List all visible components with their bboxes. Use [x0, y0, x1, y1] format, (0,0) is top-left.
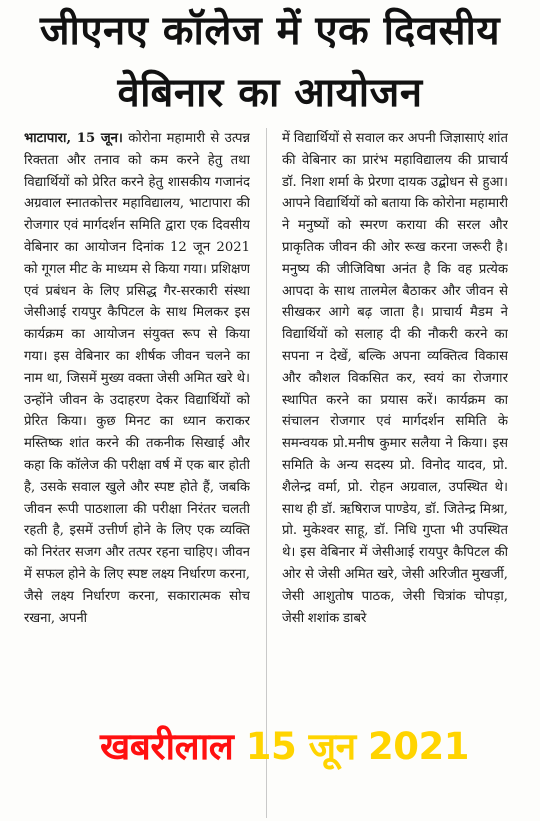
source-date-stamp — [100, 725, 469, 769]
left-column-body: कोरोना महामारी से उत्पन्न रिक्तता और तनाव को कम करने हेतु तथा विद्यार्थियों को प्रेरित करने हेतु शासकीय गजानंद अग्रवाल स्नातकोत्तर महाविद्यालय, भाटापारा की रोजगार एवं मार्गदर्शन समिति द्वारा एक दिवसीय वेबिनार का आयोजन दिनांक 12 जून 2021 को गूगल मीट के माध्यम से किया गया। प्रशिक्षण एवं प्रबंधन के लिए प्रसिद्ध गैर-सरकारी संस्था जेसीआई रायपुर कैपिटल के साथ मिलकर इस कार्यक्रम का आयोजन संयुक्त रूप से किया गया। इस वेबिनार का शीर्षक जीवन चलने का नाम था, जिसमें मुख्य वक्ता जेसी अमित खरे थे। उन्होंने जीवन के उदाहरण देकर विद्यार्थियों को प्रेरित किया। कुछ मिनट का ध्यान कराकर मस्तिष्क शांत करने की तकनीक सिखाई और कहा कि कॉलेज की परीक्षा वर्ष में एक बार होती है, उसके सवाल खुले और स्पष्ट होते हैं, जबकि जीवन रूपी पाठशाला की परीक्षा निरंतर चलती रहती है, इसमें उत्तीर्ण होने के लिए एक व्यक्ति को निरंतर सजग और तत्पर रहना चाहिए। जीवन में सफल होने के लिए स्पष्ट लक्ष्य निर्धारण करना, जैसे लक्ष्य निर्धारण करना, सकारात्मक सोच रखना, अपनी — [24, 131, 250, 626]
article-left-text — [24, 128, 250, 629]
stamp-source: खबरीलाल — [100, 725, 234, 768]
headline-line-1: जीएनए कॉलेज में एक दिवसीय — [39, 8, 501, 54]
dateline: भाटापारा, 15 जून। — [24, 131, 123, 146]
headline-line-2: वेबिनार का आयोजन — [117, 70, 423, 116]
stamp-date: 15 जून 2021 — [245, 725, 469, 768]
right-column-body: में विद्यार्थियों से सवाल कर अपनी जिज्ञासाएं शांत की वेबिनार का प्रारंभ महाविद्यालय की प्राचार्य डॉ. निशा शर्मा के प्रेरणा दायक उद्बोधन से हुआ। आपने विद्यार्थियों को बताया कि कोरोना महामारी ने मनुष्यों को स्मरण कराया की सरल और प्राकृतिक जीवन की ओर रूख करना जरूरी है। मनुष्य की जीजिविषा अनंत है कि वह प्रत्येक आपदा के साथ तालमेल बैठाकर और जीवन से सीखकर आगे बढ़ जाता है। प्राचार्य मैडम ने विद्यार्थियों को सलाह दी की नौकरी करने का सपना न देखें, बल्कि अपना व्यक्तित्व विकास और कौशल विकसित कर, स्वयं का रोजगार स्थापित करने का प्रयास करें। कार्यक्रम का संचालन रोजगार एवं मार्गदर्शन समिति के समन्वयक प्रो.मनीष कुमार सलैया ने किया। इस समिति के अन्य सदस्य प्रो. विनोद यादव, प्रो. शैलेन्द्र वर्मा, प्रो. रोहन अग्रवाल, उपस्थित थे। साथ ही डॉ. ऋषिराज पाण्डेय, डॉ. जितेन्द्र मिश्रा, प्रो. मुकेश्वर साहू, डॉ. निधि गुप्ता भी उपस्थित थे। इस वेबिनार में जेसीआई रायपुर कैपिटल की ओर से जेसी अमित खरे, जेसी अरिजीत मुखर्जी, जेसी आशुतोष पाठक, जेसी चित्रांक चोपड़ा, जेसी शशांक डाबरे — [282, 131, 508, 626]
article-left-column — [24, 128, 250, 818]
article-right-column — [282, 128, 508, 818]
column-divider — [266, 128, 267, 818]
